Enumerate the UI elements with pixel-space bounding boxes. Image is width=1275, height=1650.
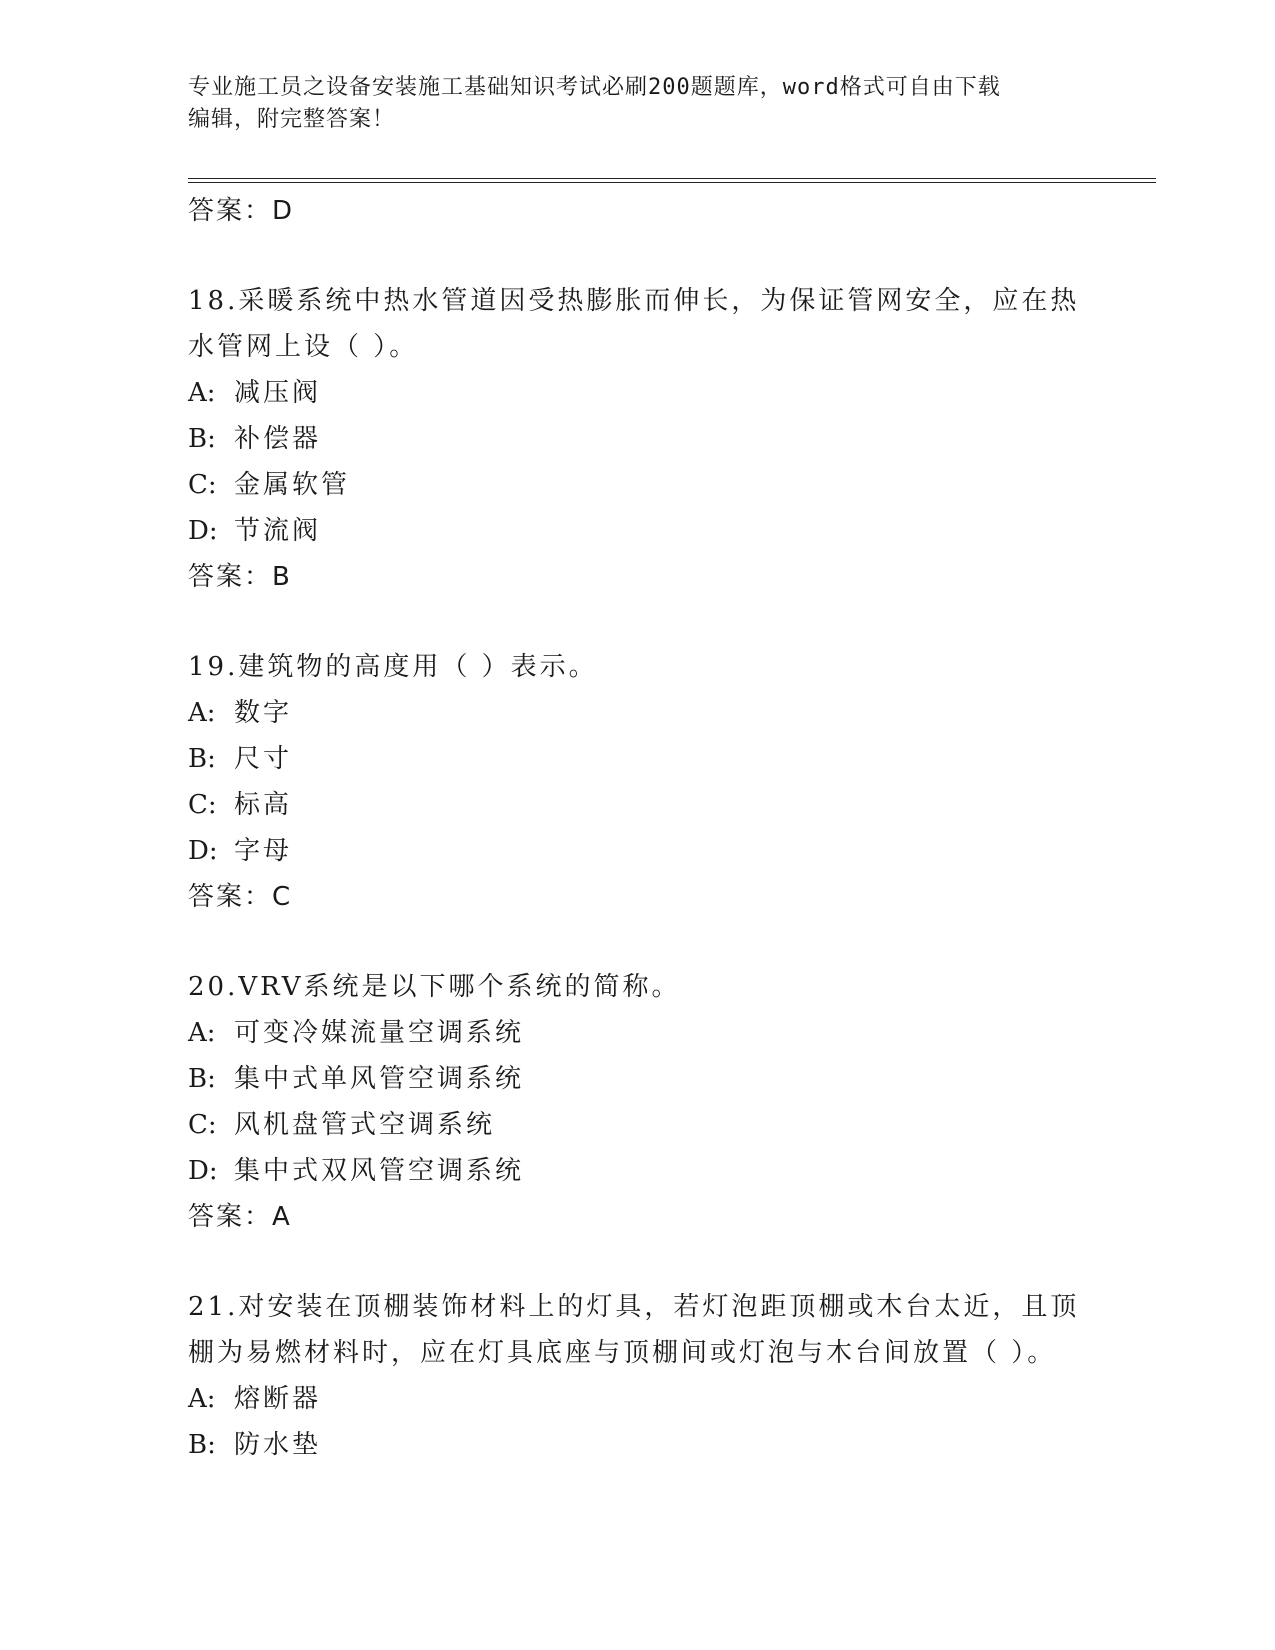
question-stem: 18.采暖系统中热水管道因受热膨胀而伸长，为保证管网安全，应在热 [188,286,1080,316]
question-stem: 20.VRV系统是以下哪个系统的简称。 [188,972,681,1002]
option-letter: C: [188,470,217,500]
option-text: 集中式单风管空调系统 [234,1064,525,1094]
option-d [188,828,1118,874]
option-text: 节流阀 [234,516,322,546]
answer-label: 答案： [188,562,273,592]
answer-line [188,554,1118,600]
option-text: 标高 [234,790,293,820]
option-letter: B: [188,1064,216,1094]
header-line-2: 编辑，附完整答案！ [188,107,396,132]
question-stem: 21.对安装在顶棚装饰材料上的灯具，若灯泡距顶棚或木台太近，且顶 [188,1292,1080,1322]
option-text: 集中式双风管空调系统 [234,1156,525,1186]
question-stem: 19.建筑物的高度用（ ）表示。 [188,652,598,682]
document-body [188,188,1118,1468]
option-text: 补偿器 [234,424,322,454]
answer-line [188,188,1118,234]
question-block [188,644,1118,920]
option-letter: A: [188,698,216,728]
option-d [188,1148,1118,1194]
answer-value: A [272,1202,292,1232]
option-b [188,736,1118,782]
option-c [188,782,1118,828]
option-letter: D: [188,836,218,866]
option-text: 可变冷媒流量空调系统 [234,1018,525,1048]
answer-line [188,1194,1118,1240]
option-letter: B: [188,1430,216,1460]
option-text: 数字 [234,698,293,728]
option-text: 防水垫 [234,1430,322,1460]
option-letter: D: [188,1156,218,1186]
question-block [188,1284,1118,1468]
option-text: 字母 [234,836,293,866]
option-letter: A: [188,378,216,408]
option-text: 熔断器 [234,1384,322,1414]
document-header [188,72,1068,136]
option-letter: C: [188,790,217,820]
answer-label: 答案： [188,882,273,912]
answer-label: 答案： [188,1202,273,1232]
option-b [188,416,1118,462]
header-divider [188,178,1156,183]
option-b [188,1422,1118,1468]
option-text: 尺寸 [234,744,293,774]
header-line-1: 专业施工员之设备安装施工基础知识考试必刷200题题库，word格式可自由下载 [188,75,1001,100]
question-stem: 水管网上设（ ）。 [188,332,419,362]
option-letter: A: [188,1018,216,1048]
answer-value: B [272,562,292,592]
option-letter: A: [188,1384,216,1414]
option-letter: B: [188,424,216,454]
question-block [188,964,1118,1240]
question-stem: 棚为易燃材料时，应在灯具底座与顶棚间或灯泡与木台间放置（ ）。 [188,1338,1057,1368]
answer-line [188,874,1118,920]
option-c [188,462,1118,508]
option-text: 风机盘管式空调系统 [234,1110,496,1140]
option-b [188,1056,1118,1102]
option-a [188,1376,1118,1422]
answer-value: D [272,196,295,226]
question-block [188,278,1118,600]
option-c [188,1102,1118,1148]
option-a [188,370,1118,416]
option-a [188,1010,1118,1056]
answer-label: 答案： [188,196,273,226]
option-d [188,508,1118,554]
option-text: 金属软管 [234,470,351,500]
option-a [188,690,1118,736]
option-text: 减压阀 [234,378,322,408]
answer-value: C [272,882,293,912]
option-letter: D: [188,516,218,546]
option-letter: B: [188,744,216,774]
option-letter: C: [188,1110,217,1140]
